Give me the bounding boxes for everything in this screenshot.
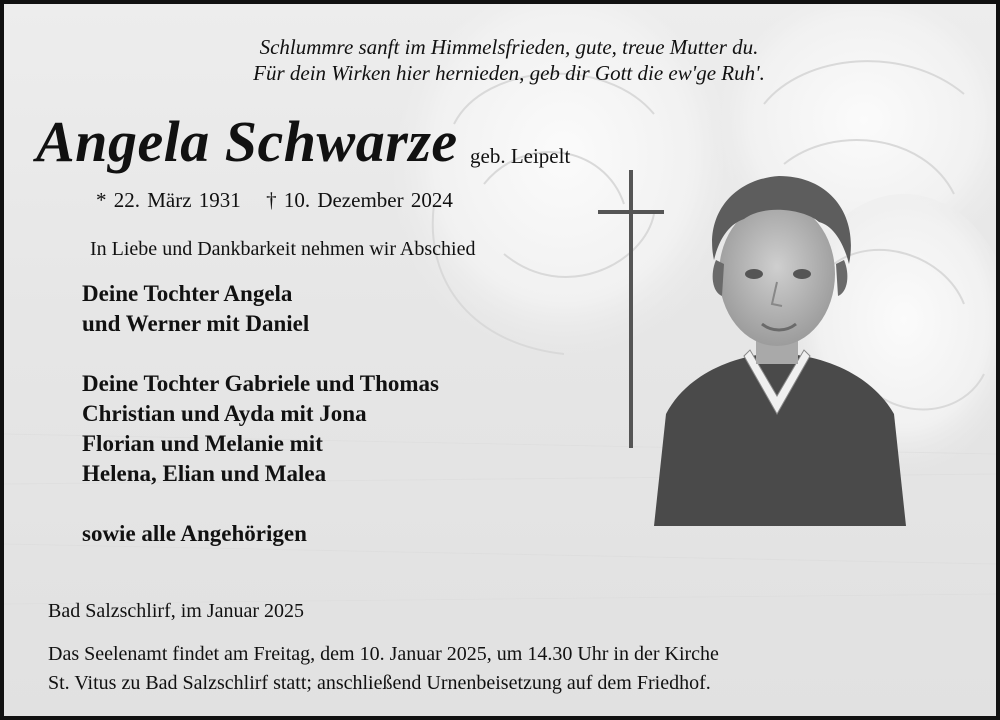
mourner-line: und Werner mit Daniel — [82, 311, 310, 336]
mourner-line: Helena, Elian und Malea — [82, 461, 327, 486]
service-line-1: Das Seelenamt findet am Freitag, dem 10. Januar 2025, um 14.30 Uhr in der Kirche — [48, 643, 719, 665]
service-info — [48, 640, 719, 698]
deceased-name: Angela Schwarze — [36, 109, 458, 174]
life-dates — [96, 188, 471, 213]
verse-line-1: Schlummre sanft im Himmelsfrieden, gute, treue Mutter du. — [259, 35, 759, 59]
mourner-line: Christian und Ayda mit Jona — [82, 401, 367, 426]
portrait-photo — [644, 164, 910, 526]
place-and-date: Bad Salzschlirf, im Januar 2025 — [48, 600, 305, 622]
mourner-line: Deine Tochter Gabriele und Thomas — [82, 371, 439, 396]
farewell-line: In Liebe und Dankbarkeit nehmen wir Abschied — [90, 238, 476, 260]
death-date: † 10. Dezember 2024 — [266, 188, 453, 212]
maiden-name: geb. Leipelt — [470, 144, 571, 168]
mourners-list — [82, 279, 439, 549]
mourner-line: Deine Tochter Angela — [82, 281, 293, 306]
mourner-line: sowie alle Angehörigen — [82, 521, 307, 546]
birth-date: * 22. März 1931 — [96, 188, 241, 212]
memorial-verse — [4, 34, 1000, 86]
service-line-2: St. Vitus zu Bad Salzschlirf statt; anschließend Urnenbeisetzung auf dem Friedhof. — [48, 672, 711, 694]
mourner-line: Florian und Melanie mit — [82, 431, 323, 456]
verse-line-2: Für dein Wirken hier hernieden, geb dir Gott die ew'ge Ruh'. — [253, 61, 765, 85]
